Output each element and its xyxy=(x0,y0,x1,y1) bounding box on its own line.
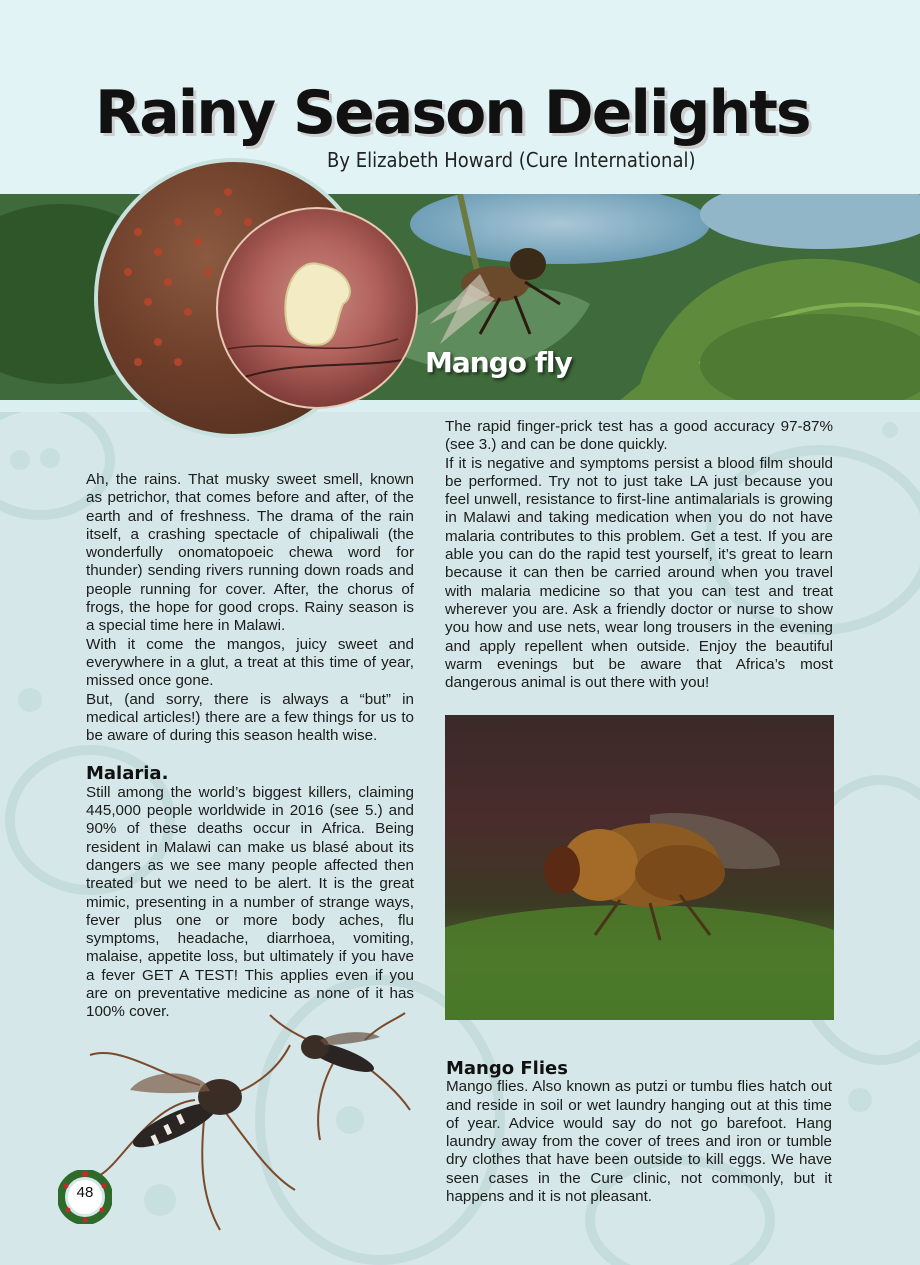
mango-flies-section xyxy=(446,1060,832,1206)
right-paragraph-2: If it is negative and symptoms persist a blood film should be performed. Try not to just take LA just because you feel unwell, resistance to first-line antimalarials is growing in Malawi and taking medication when you do not have malaria contributes to this problem. Get a test. If you are able you can do the rapid test yourself, it’s great to learn because it can then be carried around when you travel with malaria medicine so that you can test and treat wherever you are. Ask a friendly doctor or nurse to show you how and use nets, wear long trousers in the evening and apply repellent when outside. Enjoy the beautiful warm evenings but be aware that Africa’s most dangerous animal is out there with you! xyxy=(445,454,833,692)
mango-fly-photo xyxy=(445,715,834,1020)
page-number: 48 xyxy=(76,1184,94,1201)
right-column xyxy=(445,418,833,692)
hero-bottom-strip xyxy=(0,400,920,412)
hero-caption: Mango fly xyxy=(425,346,572,379)
left-column xyxy=(86,471,414,1022)
mosquito-illustration xyxy=(80,1005,420,1235)
mango-flies-body: Mango flies. Also known as putzi or tumbu flies hatch out and reside in soil or wet laundry hanging out at this time of year. Advice would say do not go barefoot. Hang laundry away from the cover of trees and iron or tumble dry clothes that have been outside to kill eggs. We have seen cases in the Cure clinic, not commonly, but it happens and it is not pleasant. xyxy=(446,1078,832,1206)
intro-paragraph-3: But, (and sorry, there is always a “but” in medical articles!) there are a few things for us to be aware of during this season health wise. xyxy=(86,690,414,745)
right-paragraph-1: The rapid finger-prick test has a good accuracy 97-87% (see 3.) and can be done quickly. xyxy=(445,418,833,454)
malaria-heading: Malaria. xyxy=(86,763,169,785)
malaria-body: Still among the world’s biggest killers, claiming 445,000 people worldwide in 2016 (see 5.) and 90% of these deaths occur in Africa. Being resident in Malawi can make us blasé about its dangers as we see many people affected then treated but we need to be alert. It is the great mimic, presenting in a number of strange ways, fever plus one or more body aches, flu symptoms, headache, diarrhoea, vomiting, malaise, appetite loss, but ultimately if you have a fever GET A TEST! This applies even if you are on preventative medicine as none of it has 100% cover. xyxy=(86,783,414,1021)
larva-photo xyxy=(216,207,418,409)
article-title: Rainy Season Delights xyxy=(95,78,810,148)
intro-paragraph-2: With it come the mangos, juicy sweet and everywhere in a glut, a treat at this time of year, missed once gone. xyxy=(86,635,414,690)
intro-paragraph-1: Ah, the rains. That musky sweet smell, known as petrichor, that comes before and after, of the earth and of freshness. The drama of the rain itself, a crashing spectacle of chipaliwali (the wonderfully onomatopoeic chewa word for thunder) sending rivers running down roads and people running for cover. After, the chorus of frogs, the hope for good crops. Rainy season is a special time here in Malawi. xyxy=(86,471,414,635)
mango-flies-heading: Mango Flies xyxy=(446,1058,568,1079)
article-byline: By Elizabeth Howard (Cure International) xyxy=(327,148,696,172)
